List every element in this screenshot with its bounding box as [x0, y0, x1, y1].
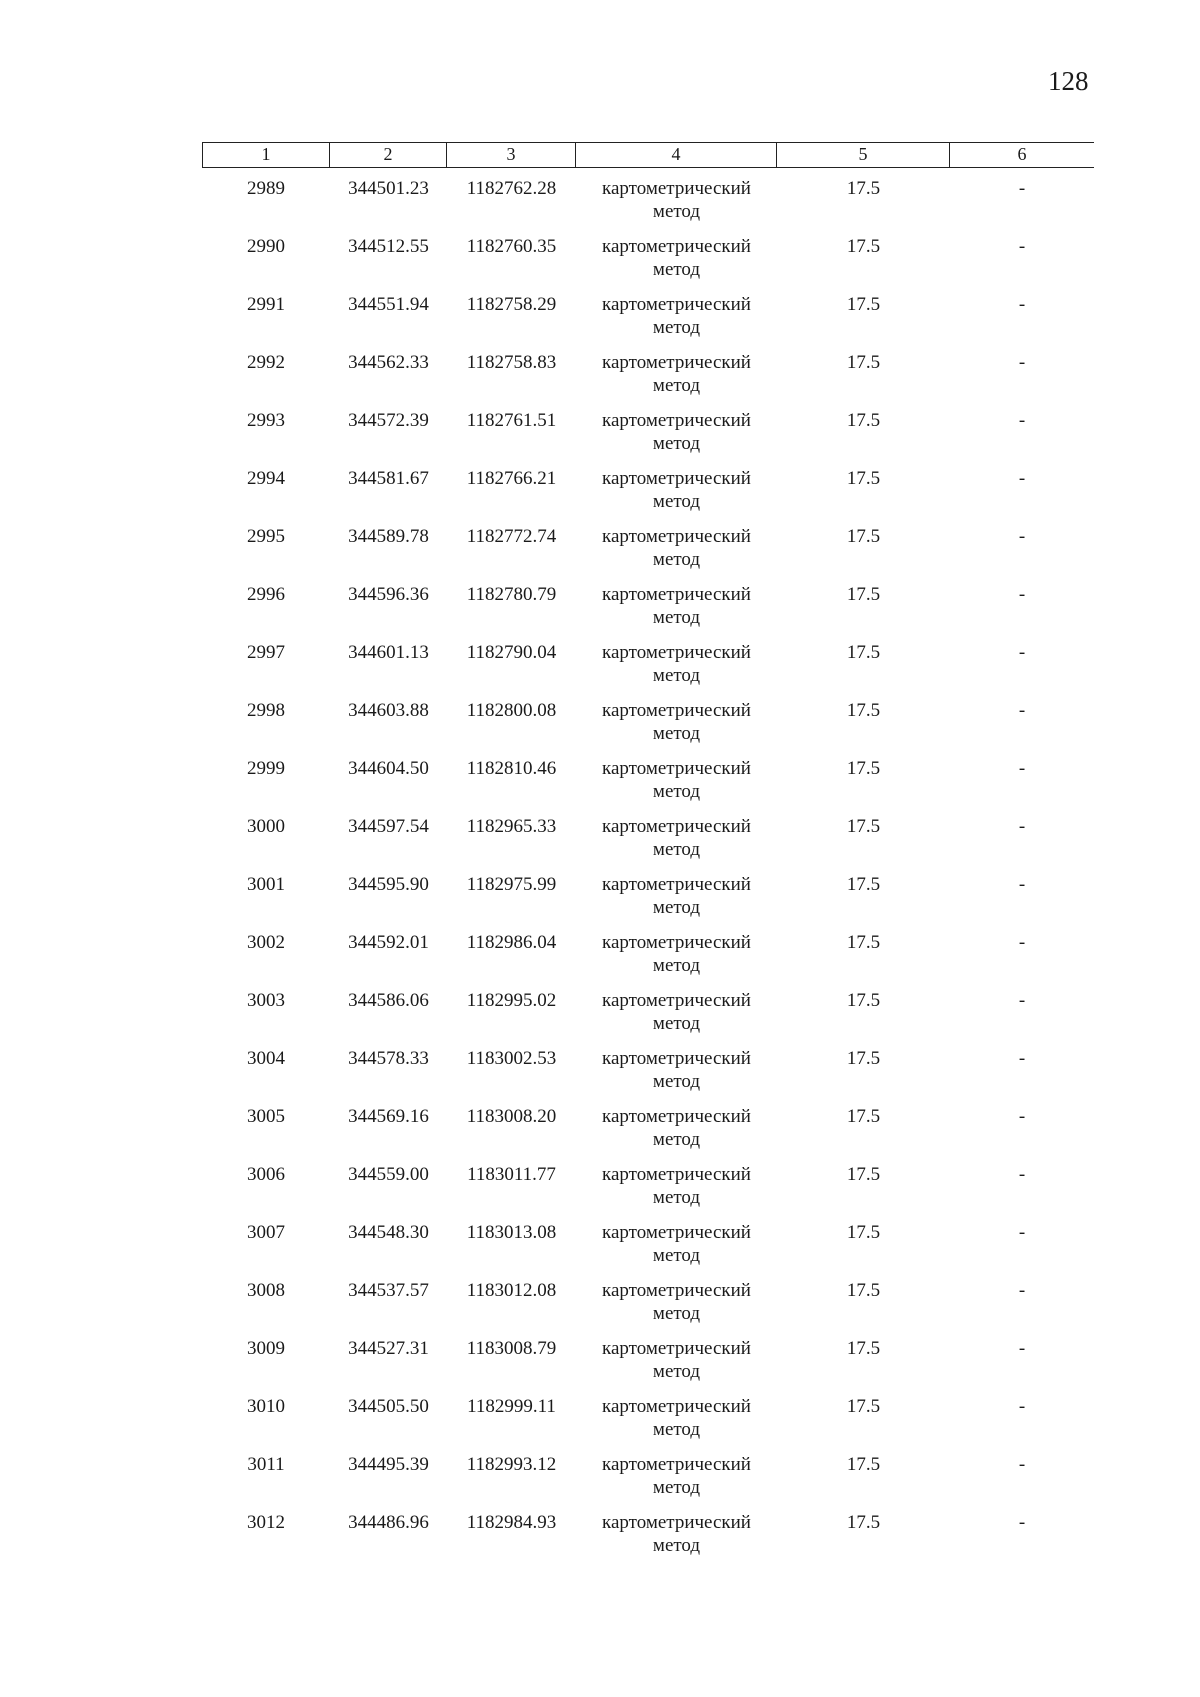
cell-point-number: 3006: [247, 1164, 285, 1185]
cell-coordinate-y: 1183012.08: [466, 1280, 557, 1301]
method-line-2: метод: [652, 491, 701, 512]
cell-accuracy: 17.5: [846, 294, 881, 315]
cell-accuracy: 17.5: [846, 816, 881, 837]
table-row: [202, 583, 1094, 641]
cell-accuracy: 17.5: [846, 932, 881, 953]
table-row: [202, 351, 1094, 409]
cell-note: -: [1018, 816, 1026, 837]
table-row: [202, 1105, 1094, 1163]
cell-point-number: 3000: [247, 816, 285, 837]
header-col-4: 4: [576, 143, 777, 167]
cell-coordinate-y: 1183013.08: [466, 1222, 557, 1243]
method-line-1: картометрический: [602, 642, 751, 663]
cell-coordinate-y: 1182995.02: [466, 990, 557, 1011]
cell-coordinate-x: 344589.78: [348, 526, 429, 547]
method-line-1: картометрический: [602, 294, 751, 315]
cell-point-number: 3010: [247, 1396, 285, 1417]
cell-note: -: [1018, 1280, 1026, 1301]
cell-coordinate-x: 344569.16: [348, 1106, 429, 1127]
method-line-2: метод: [652, 839, 701, 860]
method-line-2: метод: [652, 607, 701, 628]
table-row: [202, 235, 1094, 293]
cell-coordinate-x: 344592.01: [348, 932, 429, 953]
cell-method: [576, 1453, 777, 1511]
cell-coordinate-y: 1182999.11: [467, 1396, 556, 1417]
table-body: [202, 177, 1094, 1569]
method-line-1: картометрический: [602, 1338, 751, 1359]
cell-accuracy: 17.5: [846, 1454, 881, 1475]
table-row: [202, 1453, 1094, 1511]
cell-note: -: [1018, 932, 1026, 953]
cell-note: -: [1018, 352, 1026, 373]
cell-accuracy: 17.5: [846, 1512, 881, 1533]
cell-point-number: 3011: [247, 1454, 285, 1475]
method-line-2: метод: [652, 1245, 701, 1266]
table-row: [202, 1511, 1094, 1569]
page-number: 128: [1048, 66, 1089, 96]
method-line-2: метод: [652, 1361, 701, 1382]
cell-point-number: 2990: [247, 236, 285, 257]
cell-method: [576, 409, 777, 467]
table-row: [202, 1279, 1094, 1337]
table-row: [202, 1395, 1094, 1453]
cell-note: -: [1018, 178, 1026, 199]
cell-method: [576, 1511, 777, 1569]
cell-method: [576, 931, 777, 989]
cell-method: [576, 757, 777, 815]
cell-accuracy: 17.5: [846, 236, 881, 257]
cell-coordinate-x: 344495.39: [348, 1454, 429, 1475]
cell-method: [576, 873, 777, 931]
cell-method: [576, 235, 777, 293]
cell-method: [576, 699, 777, 757]
cell-coordinate-x: 344551.94: [348, 294, 429, 315]
cell-method: [576, 1221, 777, 1279]
cell-method: [576, 1163, 777, 1221]
cell-coordinate-y: 1182993.12: [466, 1454, 557, 1475]
cell-accuracy: 17.5: [846, 1164, 881, 1185]
cell-method: [576, 815, 777, 873]
method-line-1: картометрический: [602, 584, 751, 605]
cell-method: [576, 1047, 777, 1105]
method-line-1: картометрический: [602, 1396, 751, 1417]
cell-note: -: [1018, 1338, 1026, 1359]
cell-coordinate-y: 1183011.77: [467, 1164, 556, 1185]
cell-point-number: 2997: [247, 642, 285, 663]
cell-coordinate-x: 344486.96: [348, 1512, 429, 1533]
cell-note: -: [1018, 1048, 1026, 1069]
cell-method: [576, 351, 777, 409]
method-line-2: метод: [652, 781, 701, 802]
method-line-2: метод: [652, 1071, 701, 1092]
method-line-2: метод: [652, 1535, 701, 1556]
cell-point-number: 2995: [247, 526, 285, 547]
method-line-2: метод: [652, 1187, 701, 1208]
cell-note: -: [1018, 758, 1026, 779]
cell-note: -: [1018, 584, 1026, 605]
cell-point-number: 2999: [247, 758, 285, 779]
cell-coordinate-y: 1182758.29: [466, 294, 557, 315]
cell-note: -: [1018, 468, 1026, 489]
cell-note: -: [1018, 700, 1026, 721]
method-line-1: картометрический: [602, 1222, 751, 1243]
table-row: [202, 1047, 1094, 1105]
cell-accuracy: 17.5: [846, 700, 881, 721]
method-line-1: картометрический: [602, 236, 751, 257]
cell-coordinate-y: 1182810.46: [466, 758, 557, 779]
cell-coordinate-x: 344537.57: [348, 1280, 429, 1301]
cell-point-number: 3002: [247, 932, 285, 953]
method-line-2: метод: [652, 317, 701, 338]
cell-coordinate-x: 344562.33: [348, 352, 429, 373]
table-row: [202, 873, 1094, 931]
cell-accuracy: 17.5: [846, 874, 881, 895]
cell-accuracy: 17.5: [846, 1048, 881, 1069]
header-col-5: 5: [777, 143, 950, 167]
cell-note: -: [1018, 874, 1026, 895]
cell-accuracy: 17.5: [846, 584, 881, 605]
cell-method: [576, 467, 777, 525]
cell-point-number: 2989: [247, 178, 285, 199]
method-line-1: картометрический: [602, 1512, 751, 1533]
method-line-1: картометрический: [602, 874, 751, 895]
table-row: [202, 409, 1094, 467]
cell-coordinate-y: 1183008.79: [466, 1338, 557, 1359]
cell-note: -: [1018, 1106, 1026, 1127]
method-line-1: картометрический: [602, 468, 751, 489]
method-line-2: метод: [652, 433, 701, 454]
method-line-2: метод: [652, 1419, 701, 1440]
cell-note: -: [1018, 294, 1026, 315]
cell-coordinate-x: 344586.06: [348, 990, 429, 1011]
cell-coordinate-y: 1182772.74: [466, 526, 557, 547]
cell-point-number: 3001: [247, 874, 285, 895]
cell-point-number: 2992: [247, 352, 285, 373]
header-col-1: 1: [202, 143, 330, 167]
cell-coordinate-y: 1182761.51: [466, 410, 557, 431]
table-row: [202, 1163, 1094, 1221]
method-line-1: картометрический: [602, 1164, 751, 1185]
cell-coordinate-y: 1182762.28: [466, 178, 557, 199]
header-col-6: 6: [1017, 144, 1027, 164]
method-line-2: метод: [652, 1129, 701, 1150]
method-line-2: метод: [652, 259, 701, 280]
method-line-2: метод: [652, 665, 701, 686]
method-line-2: метод: [652, 201, 701, 222]
cell-note: -: [1018, 1164, 1026, 1185]
method-line-2: метод: [652, 723, 701, 744]
method-line-2: метод: [652, 897, 701, 918]
table-row: [202, 815, 1094, 873]
method-line-2: метод: [652, 1477, 701, 1498]
cell-coordinate-x: 344572.39: [348, 410, 429, 431]
cell-method: [576, 1279, 777, 1337]
cell-accuracy: 17.5: [846, 1106, 881, 1127]
cell-coordinate-x: 344601.13: [348, 642, 429, 663]
cell-coordinate-y: 1182758.83: [466, 352, 557, 373]
cell-method: [576, 525, 777, 583]
method-line-2: метод: [652, 1013, 701, 1034]
cell-coordinate-x: 344595.90: [348, 874, 429, 895]
method-line-1: картометрический: [602, 932, 751, 953]
cell-accuracy: 17.5: [846, 178, 881, 199]
cell-point-number: 2996: [247, 584, 285, 605]
table-row: [202, 177, 1094, 235]
method-line-1: картометрический: [602, 1048, 751, 1069]
cell-accuracy: 17.5: [846, 1338, 881, 1359]
cell-point-number: 2991: [247, 294, 285, 315]
cell-coordinate-y: 1182766.21: [466, 468, 557, 489]
cell-coordinate-y: 1182790.04: [466, 642, 557, 663]
cell-coordinate-x: 344501.23: [348, 178, 429, 199]
cell-coordinate-x: 344603.88: [348, 700, 429, 721]
cell-accuracy: 17.5: [846, 990, 881, 1011]
cell-coordinate-y: 1182760.35: [466, 236, 557, 257]
cell-coordinate-x: 344527.31: [348, 1338, 429, 1359]
cell-note: -: [1018, 642, 1026, 663]
cell-point-number: 3004: [247, 1048, 285, 1069]
cell-point-number: 3007: [247, 1222, 285, 1243]
method-line-1: картометрический: [602, 410, 751, 431]
method-line-1: картометрический: [602, 990, 751, 1011]
cell-point-number: 3005: [247, 1106, 285, 1127]
cell-point-number: 3008: [247, 1280, 285, 1301]
table-row: [202, 1337, 1094, 1395]
method-line-1: картометрический: [602, 700, 751, 721]
cell-coordinate-y: 1182965.33: [466, 816, 557, 837]
method-line-2: метод: [652, 1303, 701, 1324]
cell-coordinate-x: 344548.30: [348, 1222, 429, 1243]
cell-coordinate-y: 1182986.04: [466, 932, 557, 953]
method-line-2: метод: [652, 549, 701, 570]
cell-point-number: 2993: [247, 410, 285, 431]
cell-coordinate-x: 344581.67: [348, 468, 429, 489]
cell-method: [576, 293, 777, 351]
table-row: [202, 699, 1094, 757]
cell-accuracy: 17.5: [846, 410, 881, 431]
cell-coordinate-y: 1182780.79: [466, 584, 557, 605]
cell-accuracy: 17.5: [846, 1280, 881, 1301]
cell-method: [576, 989, 777, 1047]
cell-note: -: [1018, 526, 1026, 547]
cell-coordinate-y: 1183008.20: [466, 1106, 557, 1127]
cell-coordinate-x: 344604.50: [348, 758, 429, 779]
method-line-2: метод: [652, 375, 701, 396]
method-line-1: картометрический: [602, 758, 751, 779]
cell-accuracy: 17.5: [846, 526, 881, 547]
method-line-1: картометрический: [602, 352, 751, 373]
cell-coordinate-x: 344597.54: [348, 816, 429, 837]
table-row: [202, 931, 1094, 989]
cell-coordinate-y: 1182800.08: [466, 700, 557, 721]
cell-point-number: 2998: [247, 700, 285, 721]
cell-method: [576, 1395, 777, 1453]
coordinates-table: [202, 142, 1094, 1569]
table-row: [202, 641, 1094, 699]
cell-coordinate-y: 1182984.93: [466, 1512, 557, 1533]
cell-point-number: 3012: [247, 1512, 285, 1533]
cell-note: -: [1018, 1222, 1026, 1243]
cell-note: -: [1018, 410, 1026, 431]
cell-accuracy: 17.5: [846, 468, 881, 489]
cell-method: [576, 583, 777, 641]
table-row: [202, 1221, 1094, 1279]
cell-accuracy: 17.5: [846, 758, 881, 779]
cell-method: [576, 177, 777, 235]
cell-coordinate-x: 344578.33: [348, 1048, 429, 1069]
method-line-2: метод: [652, 955, 701, 976]
cell-coordinate-y: 1183002.53: [466, 1048, 557, 1069]
table-row: [202, 989, 1094, 1047]
cell-note: -: [1018, 1396, 1026, 1417]
cell-accuracy: 17.5: [846, 642, 881, 663]
method-line-1: картометрический: [602, 816, 751, 837]
cell-method: [576, 641, 777, 699]
cell-note: -: [1018, 236, 1026, 257]
method-line-1: картометрический: [602, 178, 751, 199]
cell-point-number: 2994: [247, 468, 285, 489]
cell-coordinate-y: 1182975.99: [466, 874, 557, 895]
header-col-3: 3: [447, 143, 576, 167]
method-line-1: картометрический: [602, 1106, 751, 1127]
cell-coordinate-x: 344512.55: [348, 236, 429, 257]
table-row: [202, 293, 1094, 351]
cell-accuracy: 17.5: [846, 352, 881, 373]
table-row: [202, 757, 1094, 815]
cell-note: -: [1018, 1454, 1026, 1475]
cell-method: [576, 1105, 777, 1163]
method-line-1: картометрический: [602, 526, 751, 547]
cell-coordinate-x: 344596.36: [348, 584, 429, 605]
cell-point-number: 3003: [247, 990, 285, 1011]
cell-point-number: 3009: [247, 1338, 285, 1359]
header-col-2: 2: [330, 143, 447, 167]
method-line-1: картометрический: [602, 1454, 751, 1475]
table-header: [202, 142, 1094, 168]
cell-accuracy: 17.5: [846, 1396, 881, 1417]
cell-accuracy: 17.5: [846, 1222, 881, 1243]
cell-note: -: [1018, 990, 1026, 1011]
cell-method: [576, 1337, 777, 1395]
cell-coordinate-x: 344559.00: [348, 1164, 429, 1185]
cell-coordinate-x: 344505.50: [348, 1396, 429, 1417]
cell-note: -: [1018, 1512, 1026, 1533]
method-line-1: картометрический: [602, 1280, 751, 1301]
table-row: [202, 525, 1094, 583]
table-row: [202, 467, 1094, 525]
